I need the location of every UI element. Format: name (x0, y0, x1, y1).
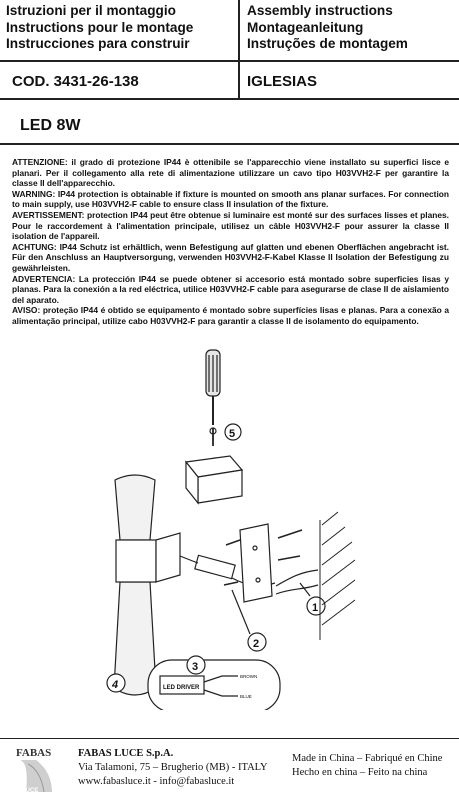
company-name: FABAS LUCE S.p.A. (78, 748, 174, 759)
power-divider (0, 143, 459, 145)
screwdriver-icon (206, 350, 220, 425)
warning-fr: AVERTISSEMENT: protection IP44 peut être obtenue si luminaire est monté sur des surfaces lisses et planes. Pour le raccordement à l'alimentation principale, utilisez un câble H03VVH2-F pour assurer la classe II isolation de l'appareil. (12, 209, 449, 242)
title-en: Assembly instructions (247, 3, 393, 18)
warning-es: ADVERTENCIA: La protección IP44 se puede obtener si accesorio está montado sobre superficies lisas y planas. Para la conexión a la red eléctrica, utilice H03VVH2-F cable para asegurarse de clase II de aislamiento del aparato. (12, 273, 449, 305)
fabas-logo (14, 742, 62, 796)
warning-it: ATTENZIONE: il grado di protezione IP44 è ottenibile se l'apparecchio viene installato su superfici lisce e planari. Per il collegamento alla rete di alimentazione utilizzare un cavo tipo H03VVH2-F per garantire la classe II dell'apparecchio. (12, 157, 449, 189)
step-2-number: 2 (253, 638, 260, 650)
header-left-titles (6, 3, 193, 53)
header (0, 0, 459, 62)
title-de: Montageanleitung (247, 19, 364, 35)
driver-detail (148, 660, 280, 710)
product-name: IGLESIAS (247, 73, 318, 90)
wall (320, 512, 355, 640)
warning-de: ACHTUNG: IP44 Schutz ist erhältlich, wenn Befestigung auf glatten und ebenen Oberflächen angebracht ist. Für den Anschluss an Hauptversorgung, verwenden H03VVH2-F-Kabel Klasse II Isolation der Befestigung zu gewährleisten. (12, 241, 449, 273)
step-5-number: 5 (229, 428, 236, 440)
svg-text:LUCE: LUCE (22, 788, 39, 794)
mounting-bracket (240, 524, 272, 602)
company-contacts: www.fabasluce.it - info@fabasluce.it (78, 776, 235, 787)
screw-icon (210, 428, 218, 462)
step-3-number: 3 (192, 661, 199, 673)
header-right-titles (247, 3, 408, 53)
warning-en: WARNING: IP44 protection is obtainable if fixture is mounted on smooth ans planar surfaces. For connection to main supply, use H03VVH2-F cable to ensure class II insulation of the fixture. (12, 188, 449, 210)
wire-label-blue: BLUE (240, 694, 252, 699)
title-pt: Instruções de montagem (247, 36, 408, 51)
product-power: LED 8W (20, 117, 81, 134)
assembly-drawing (90, 340, 420, 710)
product-code: COD. 3431-26-138 (12, 73, 139, 90)
top-cap (186, 456, 242, 503)
supply-cable (276, 570, 318, 586)
made-in-line-2: Hecho en china – Feito na china (292, 767, 428, 778)
step-1-number: 1 (312, 602, 319, 614)
title-fr: Instructions pour le montage (6, 19, 194, 35)
title-it: Istruzioni per il montaggio (6, 3, 176, 18)
warning-pt: AVISO: proteção IP44 é obtido se equipamento é montado sobre superfícies lisas e planas. Para a conexão a alimentação principal, utilize cabo H03VVH2-F para garantir a classe II de isolamento do equipamento. (12, 305, 449, 326)
made-in-line-1: Made in China – Fabriqué en Chine (292, 753, 443, 764)
driver-label: LED DRIVER (163, 685, 200, 691)
wall-screw-icon (278, 530, 302, 538)
svg-text:FABAS: FABAS (16, 747, 52, 759)
made-in-info (292, 752, 442, 780)
company-address: Via Talamoni, 75 – Brugherio (MB) - ITALY (78, 762, 268, 773)
company-info (78, 747, 268, 789)
footer-divider (0, 738, 459, 739)
title-es: Instrucciones para construir (6, 36, 190, 51)
wire-label-brown: BROWN (240, 674, 258, 679)
warning-block (12, 157, 449, 327)
step-4-number: 4 (112, 679, 119, 691)
